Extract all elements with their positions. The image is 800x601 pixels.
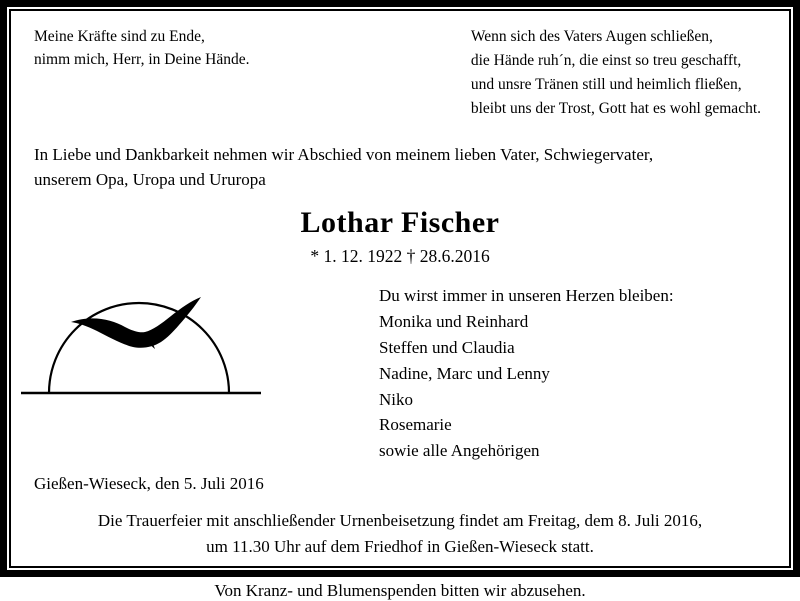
place-and-date: Gießen-Wieseck, den 5. Juli 2016 (34, 474, 264, 494)
list-item: Monika und Reinhard (379, 312, 529, 332)
deceased-name: Lothar Fischer (300, 206, 500, 240)
verse-left (29, 23, 249, 72)
notice-content (11, 11, 789, 601)
ceremony-details (29, 508, 771, 559)
intro-line-2: unserem Opa, Uropa und Ururopa (34, 169, 266, 189)
verse-left-line-1: Meine Kräfte sind zu Ende, (34, 28, 205, 45)
bird-over-sun-icon (29, 275, 369, 425)
name-block (29, 206, 771, 267)
list-item: Rosemarie (379, 415, 452, 435)
list-item: sowie alle Angehörigen (379, 441, 540, 461)
family-list (369, 275, 771, 464)
verses-row (29, 23, 771, 121)
intro-line-1: In Liebe und Dankbarkeit nehmen wir Abschied von meinem lieben Vater, Schwiegervater, (34, 145, 654, 165)
verse-left-line-2: nimm mich, Herr, in Deine Hände. (34, 51, 250, 69)
family-heading: Du wirst immer in unseren Herzen bleiben: (379, 286, 674, 306)
middle-row (29, 275, 771, 464)
ceremony-line-1: Die Trauerfeier mit anschließender Urnenbeisetzung findet am Freitag, dem 8. Juli 2016, (97, 511, 703, 531)
ceremony-line-2: um 11.30 Uhr auf dem Friedhof in Gießen-Wieseck statt. (206, 536, 594, 556)
list-item: Nadine, Marc und Lenny (379, 363, 550, 383)
verse-right-line-1: Wenn sich des Vaters Augen schließen, (470, 28, 713, 45)
verse-right (471, 23, 771, 121)
list-item: Steffen und Claudia (379, 338, 515, 357)
list-item: Niko (379, 389, 413, 409)
verse-right-line-2: die Hände ruh´n, die einst so treu geschafft, (470, 52, 742, 70)
intro-text (29, 143, 771, 192)
verse-right-line-3: und unsre Tränen still und heimlich fließen, (470, 76, 742, 94)
verse-right-line-4: bleibt uns der Trost, Gott hat es wohl gemacht. (470, 100, 761, 118)
life-dates: * 1. 12. 1922 † 28.6.2016 (310, 246, 490, 267)
flowers-note: Von Kranz- und Blumenspenden bitten wir abzusehen. (214, 581, 586, 601)
